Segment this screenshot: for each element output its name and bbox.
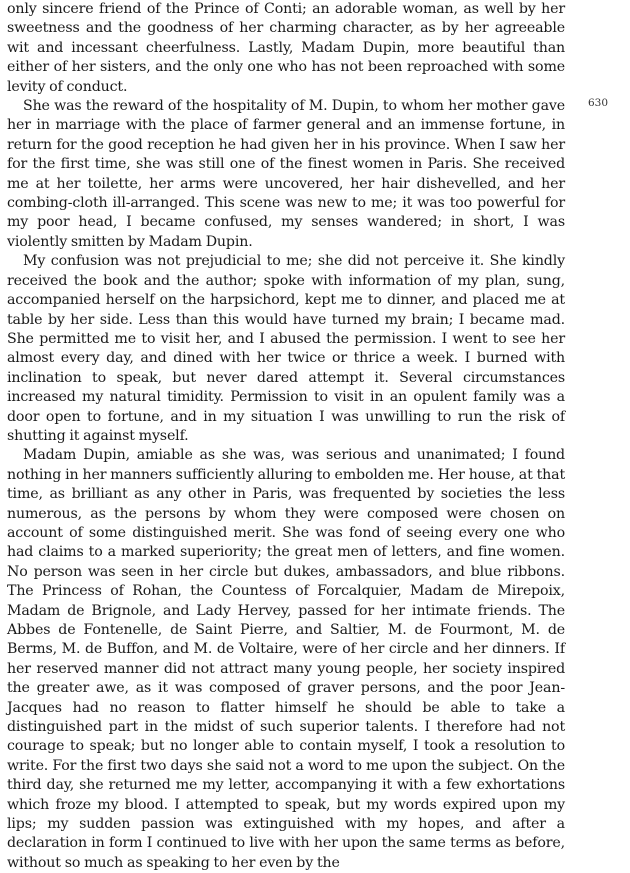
document-page — [7, 0, 565, 871]
paragraph-4: Madam Dupin, amiable as she was, was serious and unanimated; I found nothing in her manners sufficiently alluring to embolden me. Her house, at that time, as brilliant as any other in Paris, was frequented by societies the less numerous, as the persons by whom they were composed were chosen on account of some distinguished merit. She was fond of seeing every one who had claims to a marked superiority; the great men of letters, and fine women. No person was seen in her circle but dukes, ambassadors, and blue ribbons. The Princess of Rohan, the Countess of Forcalquier, Madam de Mirepoix, Madam de Brignole, and Lady Hervey, passed for her intimate friends. The Abbes de Fontenelle, de Saint Pierre, and Saltier, M. de Fourmont, M. de Berms, M. de Buffon, and M. de Voltaire, were of her circle and her dinners. If her reserved manner did not attract many young people, her society inspired the greater awe, as it was composed of graver persons, and the poor Jean-Jacques had no reason to flatter himself he should be able to take a distinguished part in the midst of such superior talents. I therefore had not courage to speak; but no longer able to contain myself, I took a resolution to write. For the first two days she said not a word to me upon the subject. On the third day, she returned me my letter, accompanying it with a few exhortations which froze my blood. I attempted to speak, but my words expired upon my lips; my sudden passion was extinguished with my hopes, and after a declaration in form I continued to live with her upon the same terms as before, without so much as speaking to her even by the — [7, 447, 565, 871]
page-number: 630 — [588, 97, 609, 109]
paragraph-3: My confusion was not prejudicial to me; she did not perceive it. She kindly received the book and the author; spoke with information of my plan, sung, accompanied herself on the harpsichord, kept me to dinner, and placed me at table by her side. Less than this would have turned my brain; I became mad. She permitted me to visit her, and I abused the permission. I went to see her almost every day, and dined with her twice or thrice a week. I burned with inclination to speak, but never dared attempt it. Several circumstances increased my natural timidity. Permission to visit in an opulent family was a door open to fortune, and in my situation I was unwilling to run the risk of shutting it against myself. — [7, 253, 565, 444]
paragraph-2: She was the reward of the hospitality of M. Dupin, to whom her mother gave her in marriage with the place of farmer general and an immense fortune, in return for the good reception he had given her in his province. When I saw her for the first time, she was still one of the finest women in Paris. She received me at her toilette, her arms were uncovered, her hair dishevelled, and her combing-cloth ill-arranged. This scene was new to me; it was too powerful for my poor head, I became confused, my senses wandered; in short, I was violently smitten by Madam Dupin. — [7, 98, 565, 250]
paragraph-1: only sincere friend of the Prince of Conti; an adorable woman, as well by her sweetness and the goodness of her charming character, as by her agreeable wit and incessant cheerfulness. Lastly, Madam Dupin, more beautiful than either of her sisters, and the only one who has not been reproached with some levity of conduct. — [7, 1, 565, 95]
